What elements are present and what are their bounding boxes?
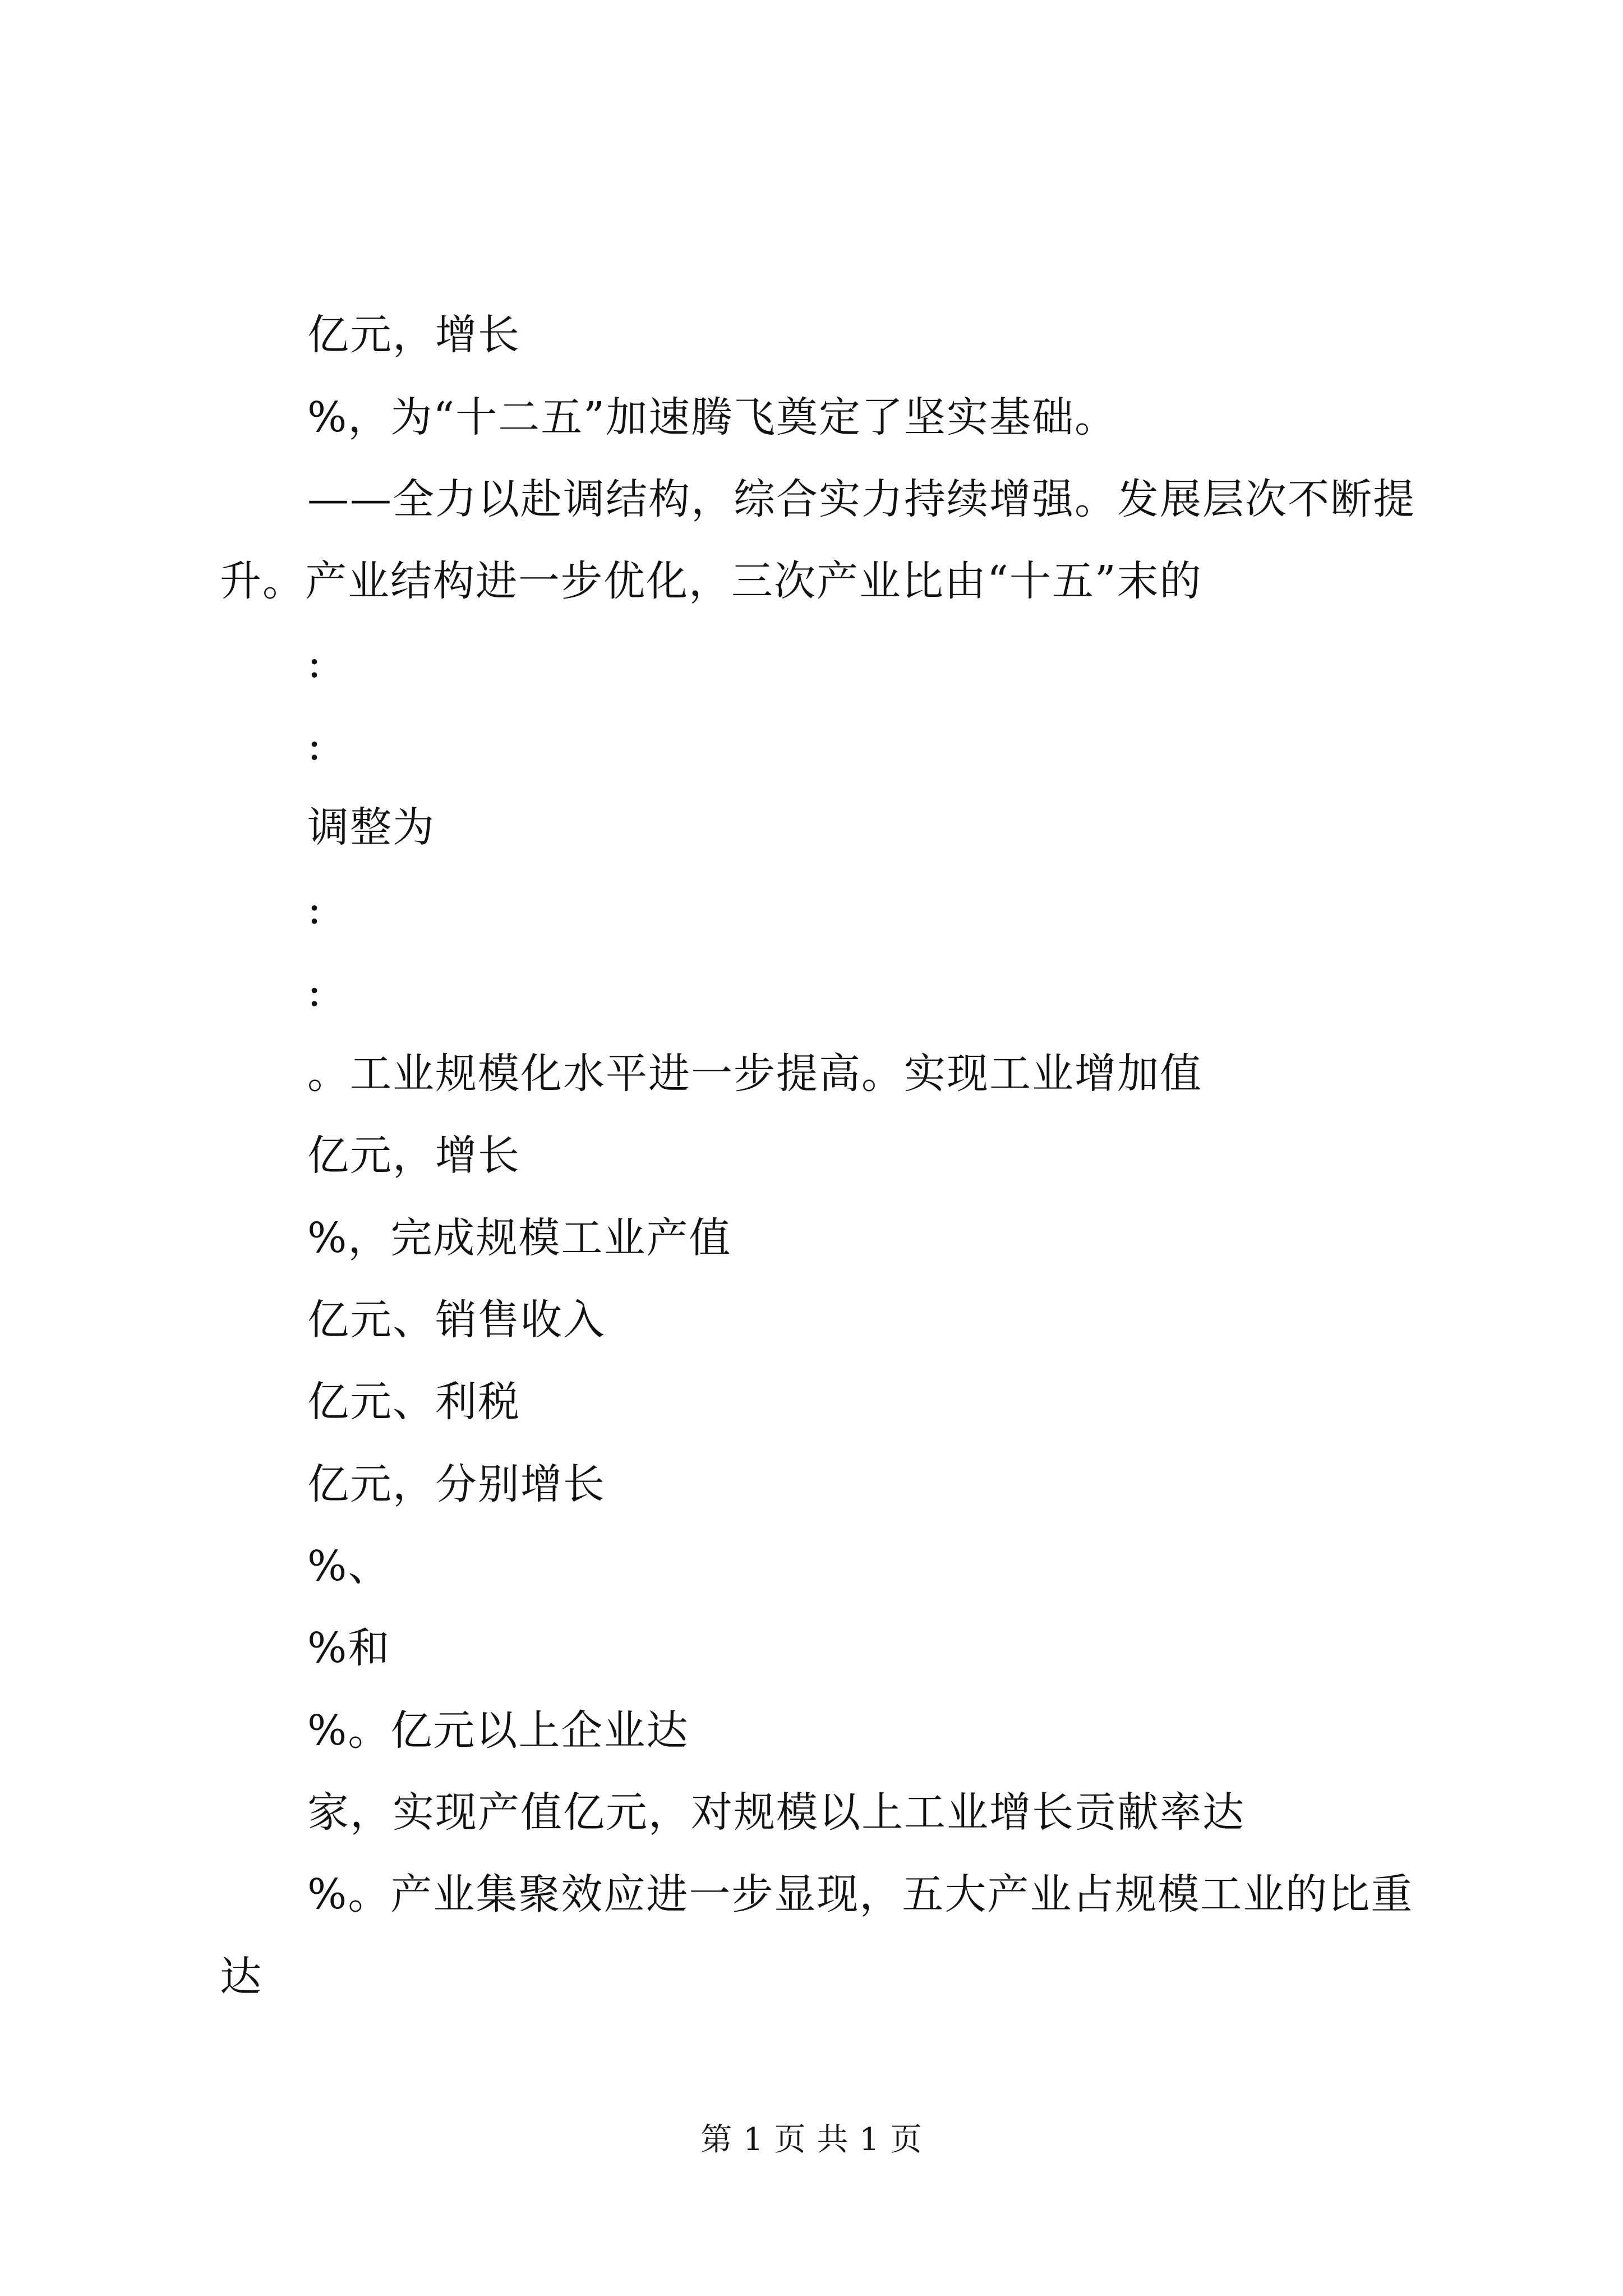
text-line: : xyxy=(307,968,322,1016)
text-line: 调整为 xyxy=(307,803,435,852)
text-line: ——全力以赴调结构，综合实力持续增强。发展层次不断提 xyxy=(307,475,1415,523)
text-line: 亿元、销售收入 xyxy=(307,1296,606,1344)
text-line: %。亿元以上企业达 xyxy=(307,1706,689,1755)
text-line: : xyxy=(307,885,322,933)
text-line: : xyxy=(307,639,322,687)
text-line: 亿元，增长 xyxy=(307,1131,520,1180)
text-line: %和 xyxy=(307,1624,391,1672)
text-line: 亿元、利税 xyxy=(307,1378,520,1426)
text-line: 。工业规模化水平进一步提高。实现工业增加值 xyxy=(307,1050,1202,1098)
text-line: : xyxy=(307,721,322,770)
text-line: %，完成规模工业产值 xyxy=(307,1214,732,1262)
text-line: 达 xyxy=(220,1953,262,2001)
text-line: %，为“十二五”加速腾飞奠定了坚实基础。 xyxy=(307,393,1117,441)
text-line: 升。产业结构进一步优化，三次产业比由“十五”末的 xyxy=(220,557,1202,605)
text-line: 亿元，分别增长 xyxy=(307,1460,606,1508)
text-line: %。产业集聚效应进一步显现，五大产业占规模工业的比重 xyxy=(307,1870,1414,1918)
page-number-footer: 第 1 页 共 1 页 xyxy=(700,2122,923,2158)
text-line: 亿元，增长 xyxy=(307,311,520,359)
text-line: %、 xyxy=(307,1542,391,1590)
text-line: 家，实现产值亿元，对规模以上工业增长贡献率达 xyxy=(307,1788,1245,1837)
